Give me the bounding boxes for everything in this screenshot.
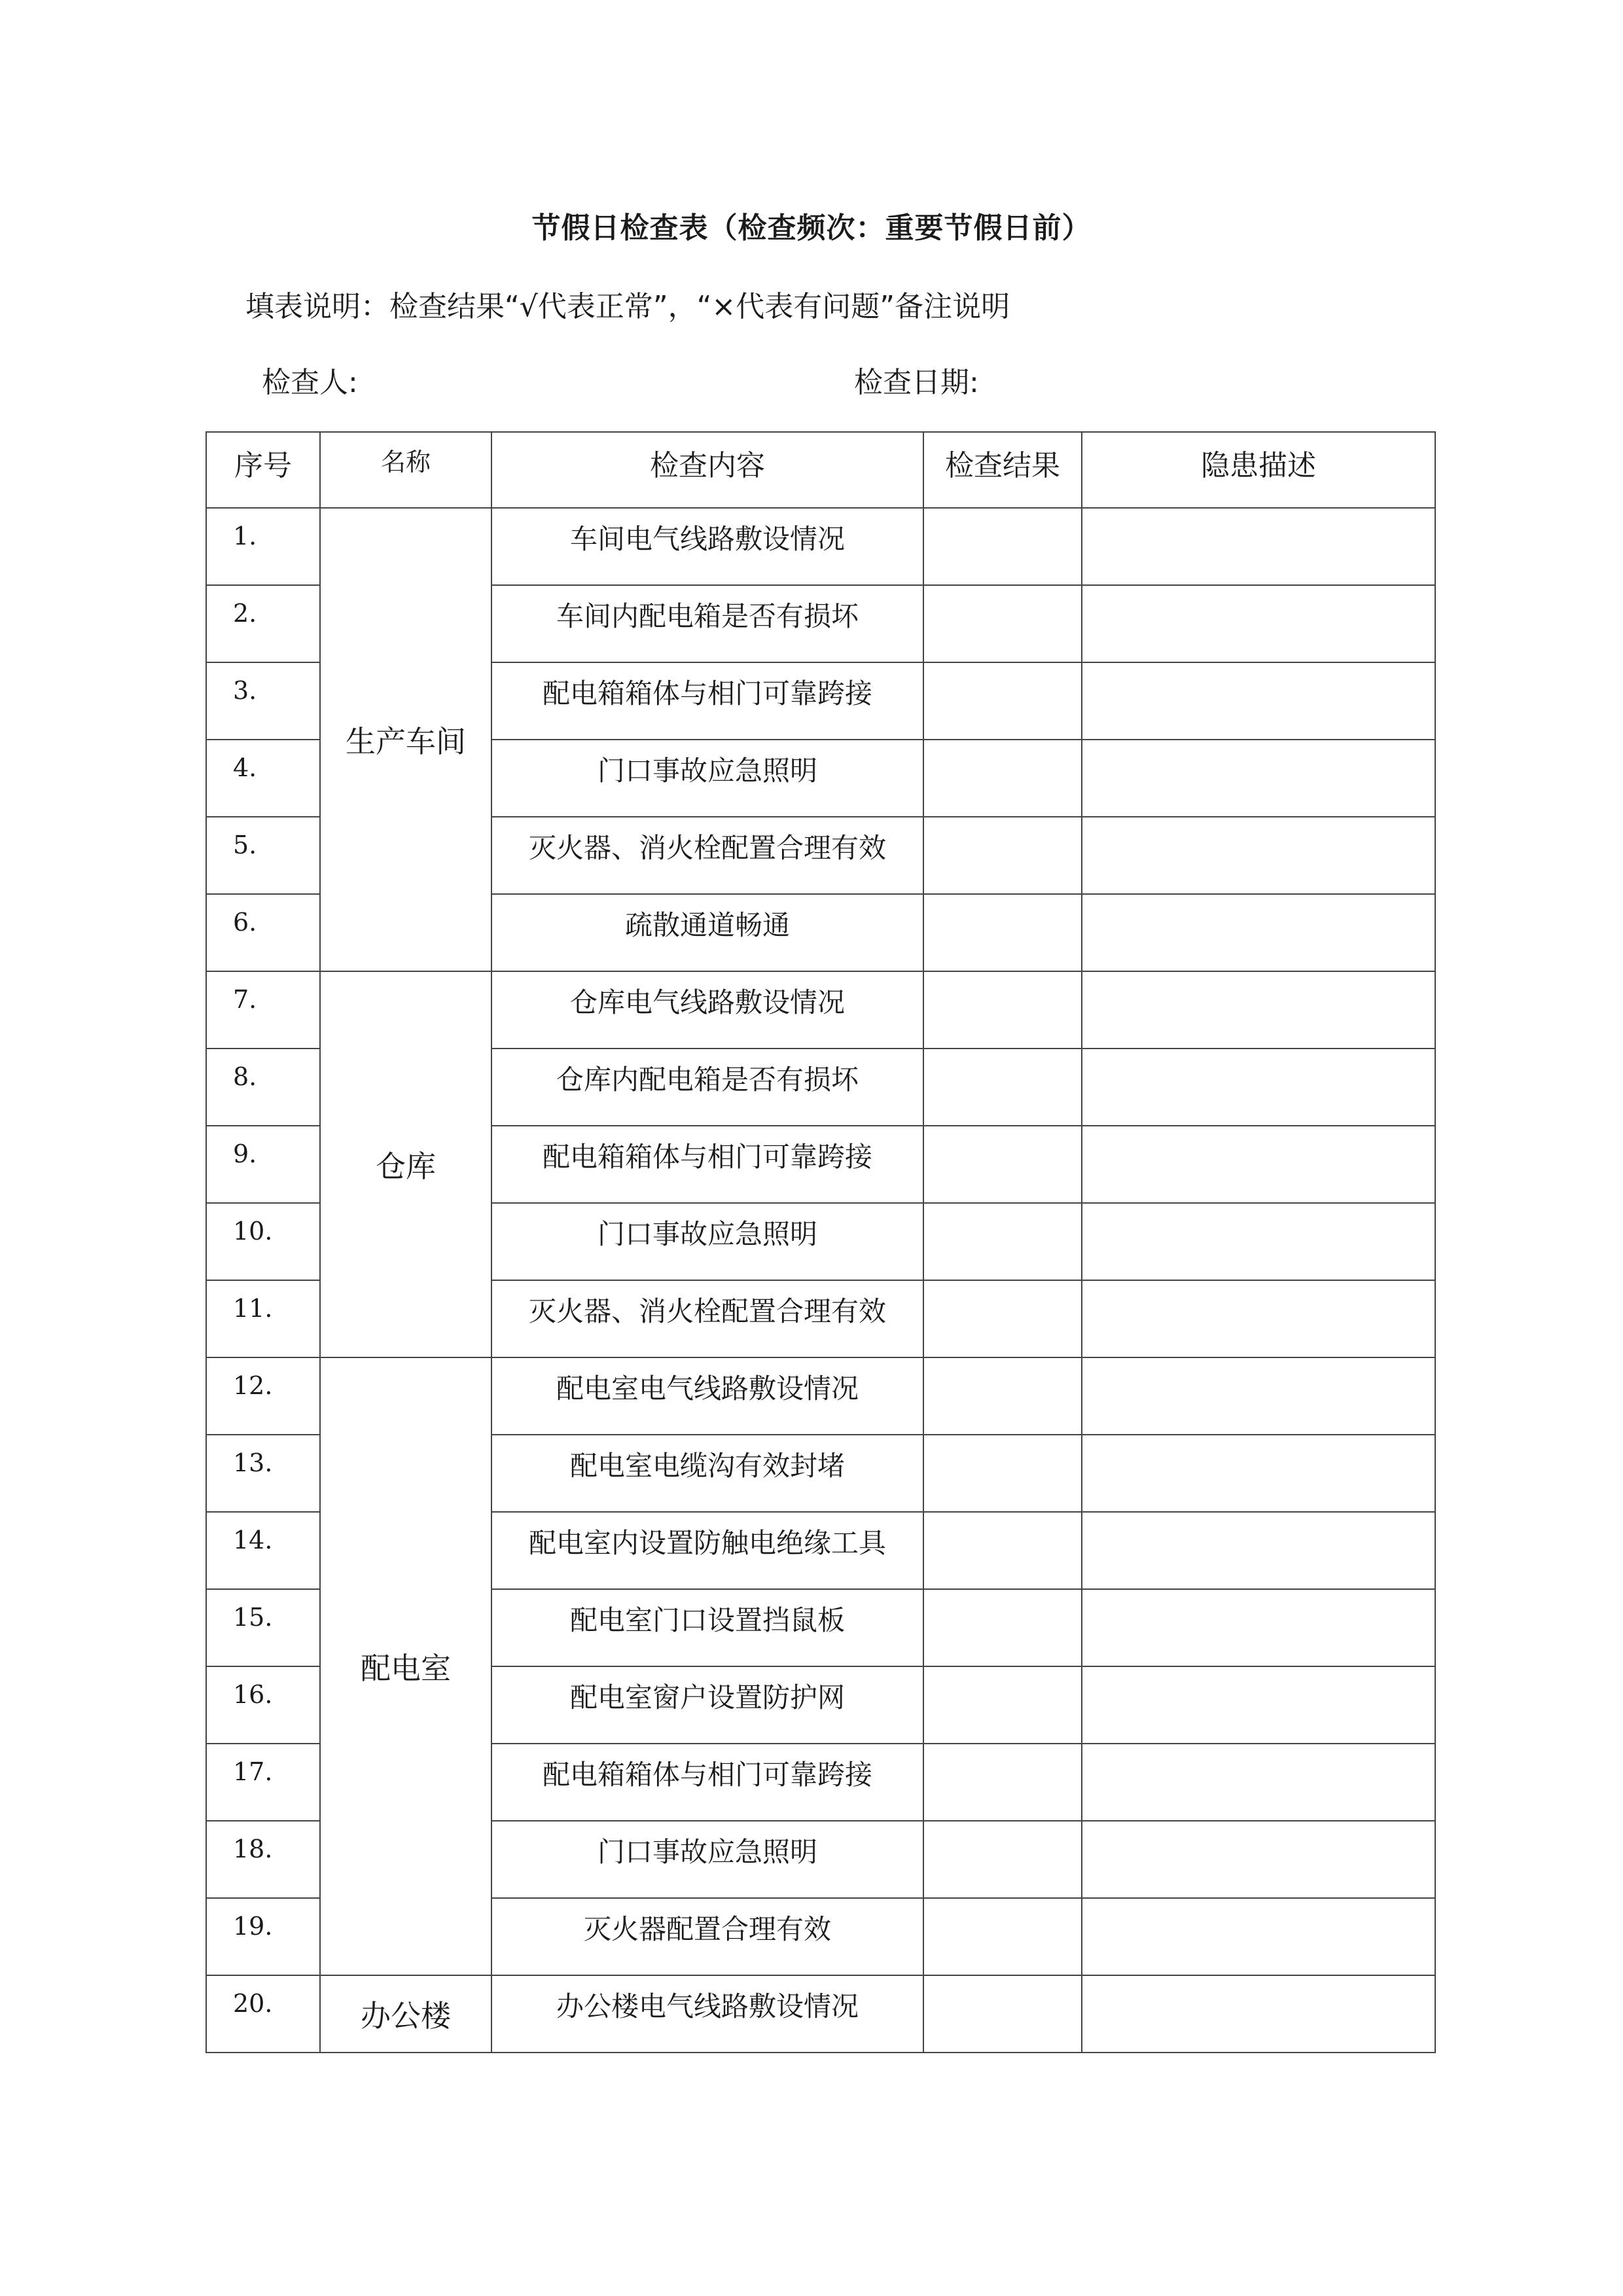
- result-cell[interactable]: [923, 1049, 1082, 1126]
- check-item: 灭火器、消火栓配置合理有效: [491, 1280, 923, 1357]
- hazard-description-cell[interactable]: [1082, 740, 1435, 817]
- hazard-description-cell[interactable]: [1082, 1898, 1435, 1975]
- hazard-description-cell[interactable]: [1082, 1744, 1435, 1821]
- row-number: 3.: [206, 662, 320, 740]
- row-number: 12.: [206, 1357, 320, 1435]
- row-number: 6.: [206, 894, 320, 971]
- inspection-date-label: 检查日期:: [854, 366, 979, 399]
- row-number: 5.: [206, 817, 320, 894]
- result-cell[interactable]: [923, 1126, 1082, 1203]
- hazard-description-cell[interactable]: [1082, 1435, 1435, 1512]
- result-cell[interactable]: [923, 740, 1082, 817]
- result-cell[interactable]: [923, 508, 1082, 585]
- table-row: [206, 1357, 1435, 1435]
- result-cell[interactable]: [923, 1435, 1082, 1512]
- result-cell[interactable]: [923, 1357, 1082, 1435]
- row-number: 8.: [206, 1049, 320, 1126]
- hazard-description-cell[interactable]: [1082, 1666, 1435, 1744]
- check-item: 疏散通道畅通: [491, 894, 923, 971]
- check-item: 配电室电气线路敷设情况: [491, 1357, 923, 1435]
- result-cell[interactable]: [923, 1203, 1082, 1280]
- document-title: 节假日检查表（检查频次：重要节假日前）: [531, 211, 1092, 245]
- result-cell[interactable]: [923, 1666, 1082, 1744]
- result-cell[interactable]: [923, 971, 1082, 1049]
- area-name: 配电室: [320, 1357, 491, 1975]
- result-cell[interactable]: [923, 1589, 1082, 1666]
- row-number: 18.: [206, 1821, 320, 1898]
- check-item: 配电室电缆沟有效封堵: [491, 1435, 923, 1512]
- header-hazard: 隐患描述: [1082, 432, 1435, 508]
- row-number: 1.: [206, 508, 320, 585]
- row-number: 16.: [206, 1666, 320, 1744]
- hazard-description-cell[interactable]: [1082, 1280, 1435, 1357]
- hazard-description-cell[interactable]: [1082, 817, 1435, 894]
- result-cell[interactable]: [923, 1975, 1082, 2053]
- row-number: 13.: [206, 1435, 320, 1512]
- header-num: 序号: [206, 432, 320, 508]
- check-item: 仓库电气线路敷设情况: [491, 971, 923, 1049]
- row-number: 14.: [206, 1512, 320, 1589]
- row-number: 17.: [206, 1744, 320, 1821]
- result-cell[interactable]: [923, 1898, 1082, 1975]
- hazard-description-cell[interactable]: [1082, 1357, 1435, 1435]
- inspection-table: [205, 431, 1436, 2053]
- result-cell[interactable]: [923, 817, 1082, 894]
- row-number: 15.: [206, 1589, 320, 1666]
- row-number: 11.: [206, 1280, 320, 1357]
- check-item: 灭火器、消火栓配置合理有效: [491, 817, 923, 894]
- row-number: 4.: [206, 740, 320, 817]
- check-item: 配电室门口设置挡鼠板: [491, 1589, 923, 1666]
- row-number: 19.: [206, 1898, 320, 1975]
- hazard-description-cell[interactable]: [1082, 585, 1435, 662]
- table-row: [206, 1975, 1435, 2053]
- check-item: 配电箱箱体与相门可靠跨接: [491, 1744, 923, 1821]
- table-header-row: [206, 432, 1435, 508]
- check-item: 仓库内配电箱是否有损坏: [491, 1049, 923, 1126]
- hazard-description-cell[interactable]: [1082, 1589, 1435, 1666]
- result-cell[interactable]: [923, 662, 1082, 740]
- row-number: 2.: [206, 585, 320, 662]
- check-item: 灭火器配置合理有效: [491, 1898, 923, 1975]
- check-item: 门口事故应急照明: [491, 740, 923, 817]
- check-item: 办公楼电气线路敷设情况: [491, 1975, 923, 2053]
- header-content: 检查内容: [491, 432, 923, 508]
- fill-instruction: 填表说明：检查结果“√代表正常”，“×代表有问题”备注说明: [245, 290, 1010, 323]
- check-item: 门口事故应急照明: [491, 1821, 923, 1898]
- result-cell[interactable]: [923, 1821, 1082, 1898]
- check-item: 车间内配电箱是否有损坏: [491, 585, 923, 662]
- hazard-description-cell[interactable]: [1082, 971, 1435, 1049]
- table-body: [206, 508, 1435, 2053]
- hazard-description-cell[interactable]: [1082, 662, 1435, 740]
- header-name: 名称: [320, 432, 491, 508]
- result-cell[interactable]: [923, 1744, 1082, 1821]
- hazard-description-cell[interactable]: [1082, 1512, 1435, 1589]
- result-cell[interactable]: [923, 1280, 1082, 1357]
- hazard-description-cell[interactable]: [1082, 508, 1435, 585]
- hazard-description-cell[interactable]: [1082, 894, 1435, 971]
- row-number: 10.: [206, 1203, 320, 1280]
- area-name: 生产车间: [320, 508, 491, 971]
- area-name: 办公楼: [320, 1975, 491, 2053]
- hazard-description-cell[interactable]: [1082, 1975, 1435, 2053]
- check-item: 配电箱箱体与相门可靠跨接: [491, 662, 923, 740]
- check-item: 门口事故应急照明: [491, 1203, 923, 1280]
- row-number: 20.: [206, 1975, 320, 2053]
- area-name: 仓库: [320, 971, 491, 1357]
- hazard-description-cell[interactable]: [1082, 1049, 1435, 1126]
- check-item: 车间电气线路敷设情况: [491, 508, 923, 585]
- table-row: [206, 508, 1435, 585]
- check-item: 配电室窗户设置防护网: [491, 1666, 923, 1744]
- hazard-description-cell[interactable]: [1082, 1821, 1435, 1898]
- result-cell[interactable]: [923, 585, 1082, 662]
- result-cell[interactable]: [923, 894, 1082, 971]
- result-cell[interactable]: [923, 1512, 1082, 1589]
- row-number: 7.: [206, 971, 320, 1049]
- header-result: 检查结果: [923, 432, 1082, 508]
- table-row: [206, 971, 1435, 1049]
- hazard-description-cell[interactable]: [1082, 1126, 1435, 1203]
- row-number: 9.: [206, 1126, 320, 1203]
- check-item: 配电箱箱体与相门可靠跨接: [491, 1126, 923, 1203]
- check-item: 配电室内设置防触电绝缘工具: [491, 1512, 923, 1589]
- inspector-label: 检查人:: [262, 366, 358, 399]
- hazard-description-cell[interactable]: [1082, 1203, 1435, 1280]
